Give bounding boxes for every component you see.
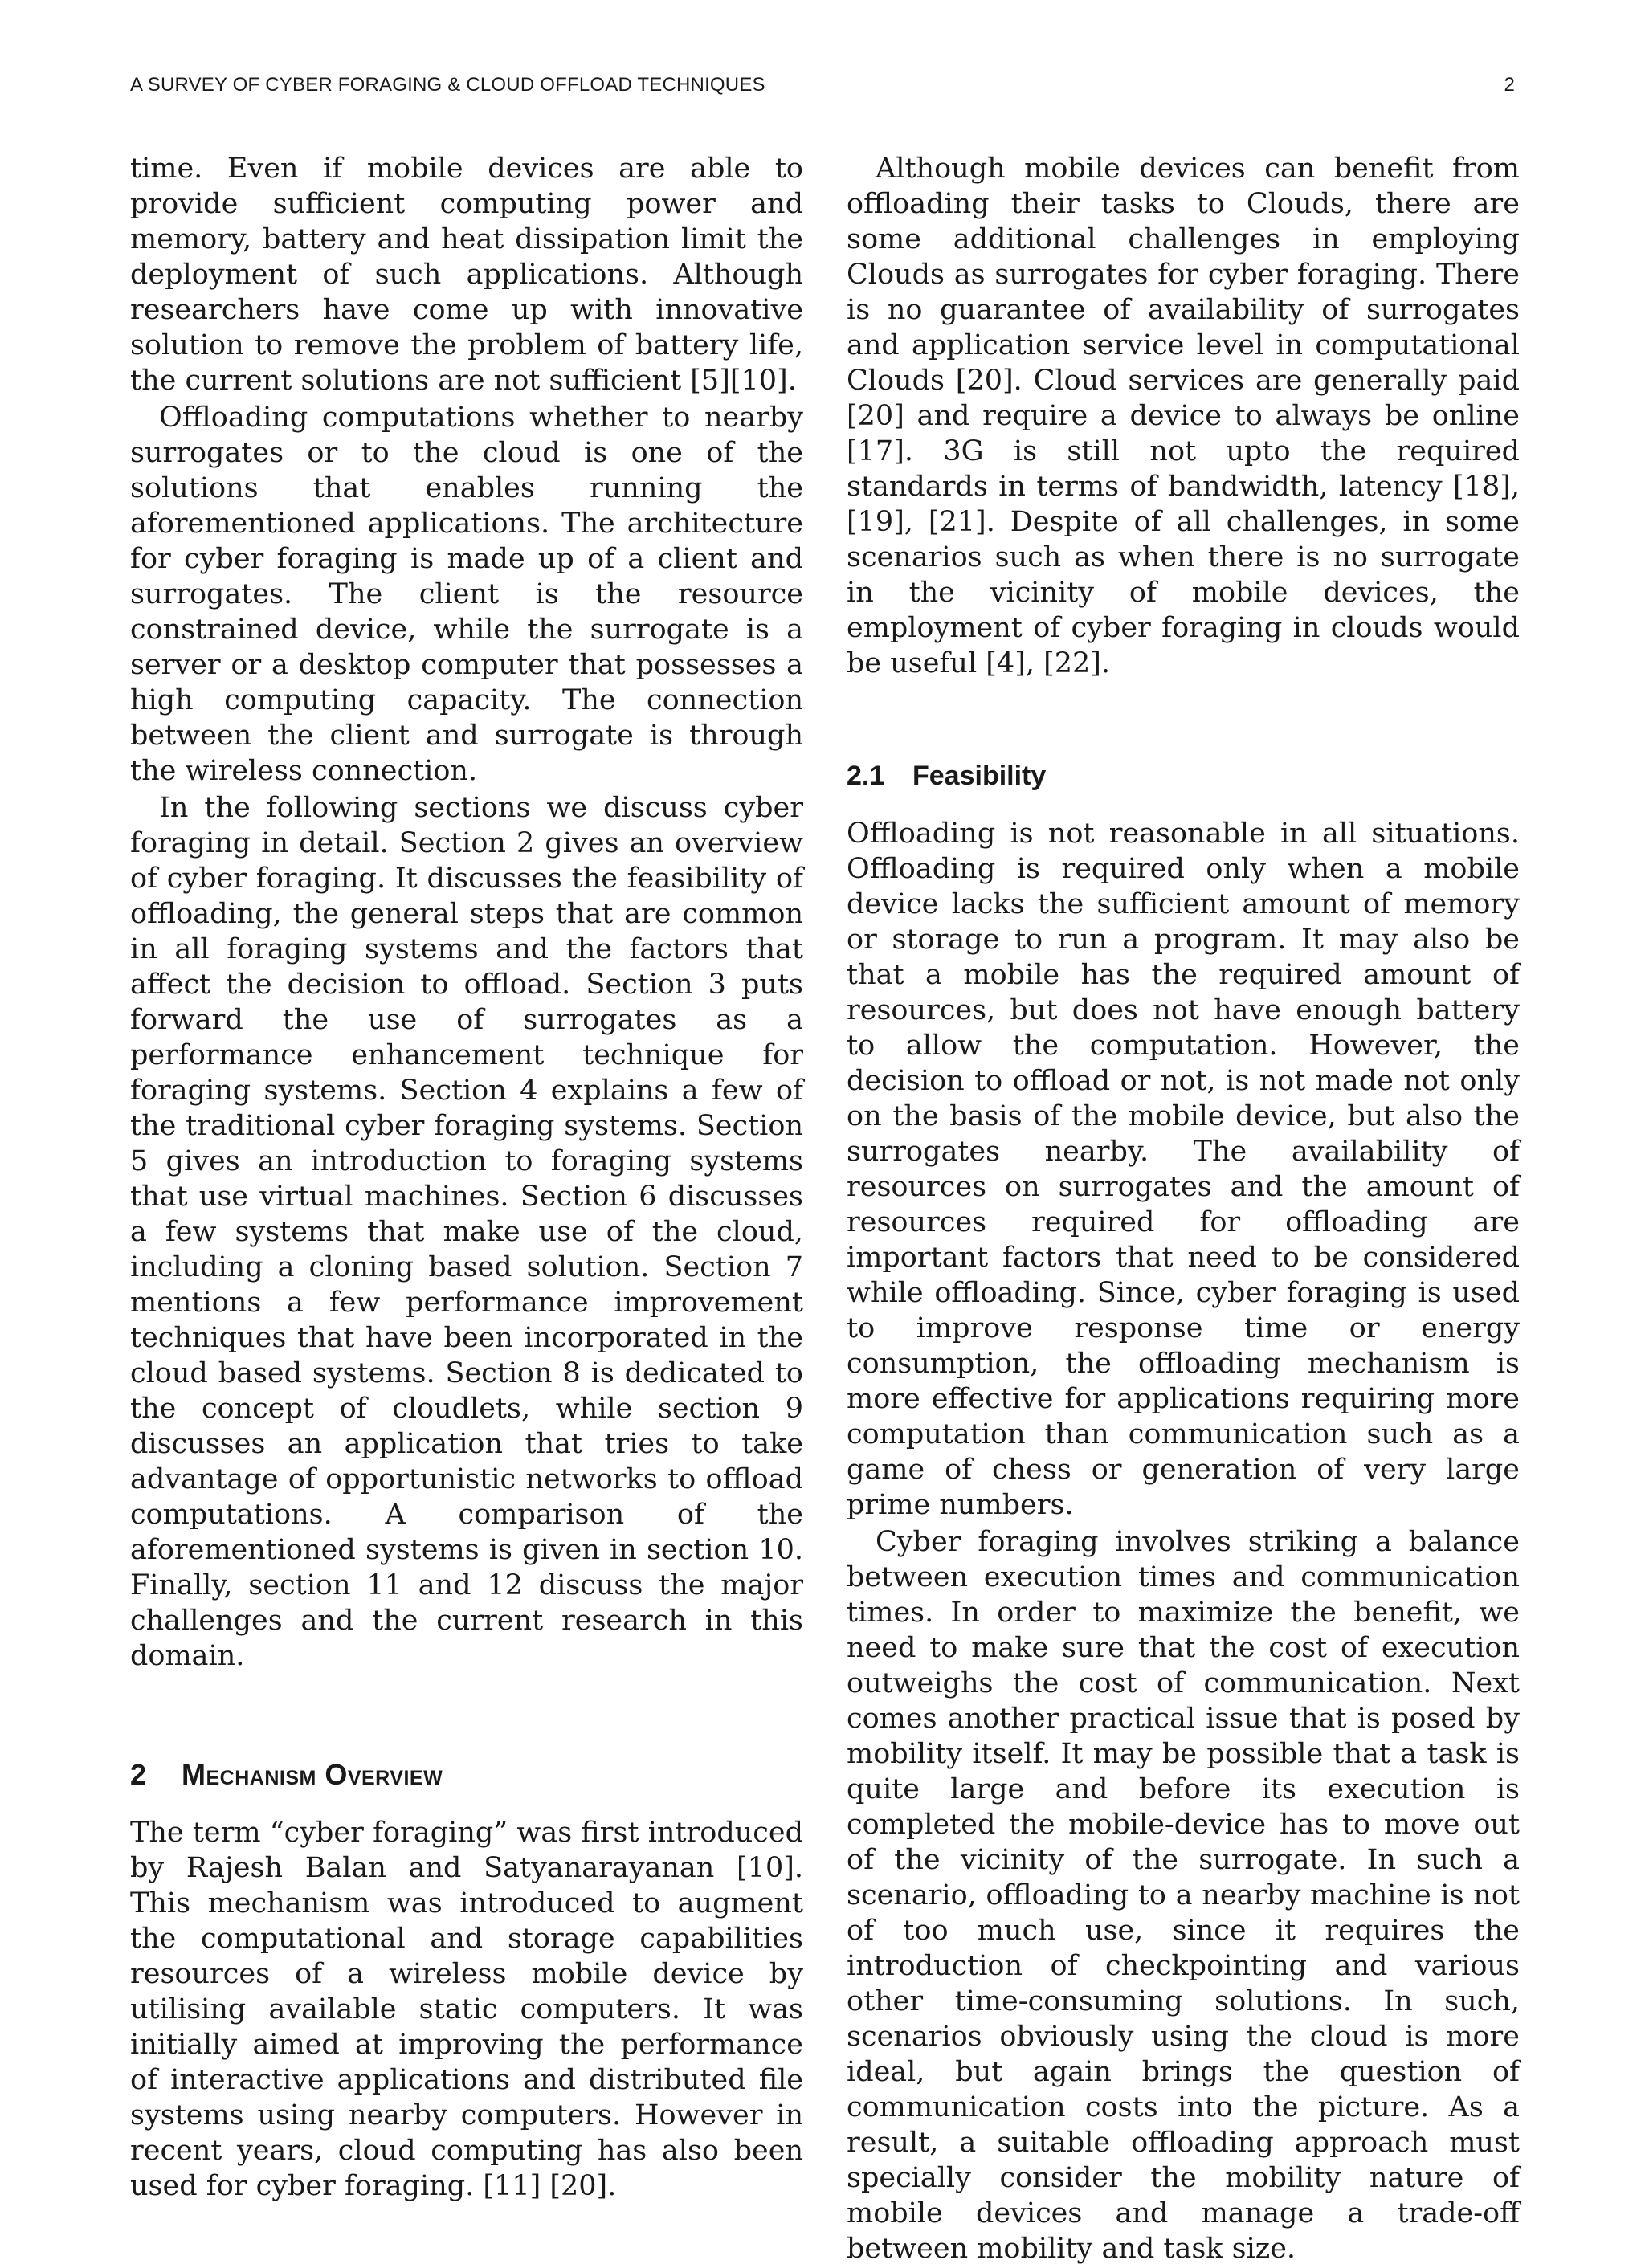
page-number: 2 (1504, 74, 1515, 96)
section-heading (130, 1757, 803, 1793)
paragraph-tradeoff: Cyber foraging involves striking a balance between execution times and communication times. In order to maximize the benefit, we need to make sure that the cost of execution outweighs the cost of communication. Next comes another practical issue that is posed by mobility itself. It may be possible that a task is quite large and before its execution is completed the mobile-device has to move out of the vicinity of the surrogate. In such a scenario, offloading to a nearby machine is not of too much use, since it requires the introduction of checkpointing and various other time-consuming solutions. In such, scenarios obviously using the cloud is more ideal, but again brings the question of communication costs into the picture. As a result, a suitable offloading approach must specially consider the mobility nature of mobile devices and manage a trade-off between mobility and task size. (847, 1526, 1520, 2265)
subsection-heading (847, 758, 1520, 793)
paragraph-cloud-challenges: Although mobile devices can benefit from offloading their tasks to Clouds, there are some additional challenges in employing Clouds as surrogates for cyber foraging. There is no guarantee of availability of surrogates and application service level in computational Clouds [20]. Cloud services are generally paid [20] and require a device to always be online [17]. 3G is still not upto the required standards in terms of bandwidth, latency [18], [19], [21]. Despite of all challenges, in some scenarios such as when there is no surrogate in the vicinity of mobile devices, the employment of cyber foraging in clouds would be useful [4], [22]. (847, 153, 1520, 679)
paragraph-offloading: Offloading computations whether to nearby surrogates or to the cloud is one of the solutions that enables running the aforementioned applications. The architecture for cyber foraging is made up of a client and surrogates. The client is the resource constrained device, while the surrogate is a server or a desktop computer that possesses a high computing capacity. The connection between the client and surrogate is through the wireless connection. (130, 402, 803, 787)
subsection-number: 2.1 (847, 761, 885, 791)
running-header (130, 74, 1515, 96)
section-number: 2 (130, 1758, 147, 1791)
subsection-title: Feasibility (912, 761, 1047, 791)
paragraph-continuation: time. Even if mobile devices are able to provide sufficient computing power and memory, battery and heat dissipation limit the deployment of such applications. Although researchers have come up with innovative solution to remove the problem of battery life, the current solutions are not sufficient [5][10]. (130, 153, 803, 397)
paragraph-mechanism: The term “cyber foraging” was first introduced by Rajesh Balan and Satyanarayanan [10]. This mechanism was introduced to augment the computational and storage capabilities resources of a wireless mobile device by utilising available static computers. It was initially aimed at improving the performance of interactive applications and distributed file systems using nearby computers. However in recent years, cloud computing has also been used for cyber foraging. [11] [20]. (130, 1817, 803, 2202)
paragraph-outline: In the following sections we discuss cyber foraging in detail. Section 2 gives an overview of cyber foraging. It discusses the feasibility of offloading, the general steps that are common in all foraging systems and the factors that affect the decision to offload. Section 3 puts forward the use of surrogates as a performance enhancement technique for foraging systems. Section 4 explains a few of the traditional cyber foraging systems. Section 5 gives an introduction to foraging systems that use virtual machines. Section 6 discusses a few systems that make use of the cloud, including a cloning based solution. Section 7 mentions a few performance improvement techniques that have been incorporated in the cloud based systems. Section 8 is dedicated to the concept of cloudlets, while section 9 discusses an application that tries to take advantage of opportunistic networks to offload computations. A comparison of the aforementioned systems is given in section 10. Finally, section 11 and 12 discuss the major challenges and the current research in this domain. (130, 792, 803, 1672)
left-column (130, 151, 803, 2205)
running-title: A SURVEY OF CYBER FORAGING & CLOUD OFFLOAD TECHNIQUES (130, 74, 765, 96)
section-title: Mechanism Overview (182, 1758, 443, 1791)
right-column (847, 151, 1520, 2268)
paragraph-feasibility: Offloading is not reasonable in all situations. Offloading is required only when a mobile device lacks the sufficient amount of memory or storage to run a program. It may also be that a mobile has the required amount of resources, but does not have enough battery to allow the computation. However, the decision to offload or not, is not made not only on the basis of the mobile device, but also the surrogates nearby. The availability of resources on surrogates and the amount of resources required for offloading are important factors that need to be considered while offloading. Since, cyber foraging is used to improve response time or energy consumption, the offloading mechanism is more effective for applications requiring more computation than communication such as a game of chess or generation of very large prime numbers. (847, 818, 1520, 1521)
